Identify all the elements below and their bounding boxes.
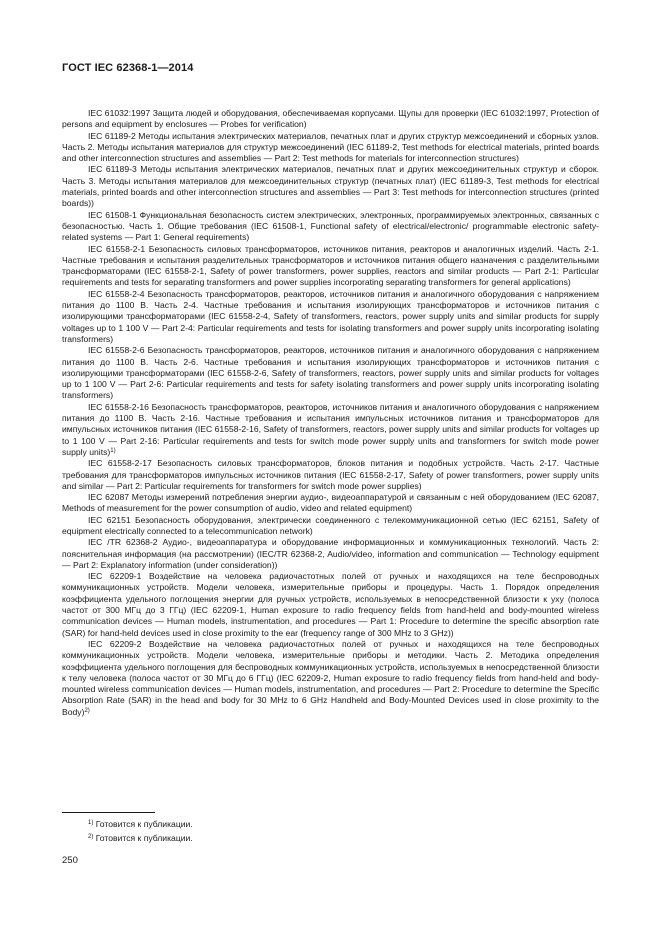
footnote-marker: 1) xyxy=(110,447,116,454)
footnote-mark: 1) xyxy=(88,820,94,826)
footnote-divider xyxy=(62,812,155,813)
reference-item: IEC 61032:1997 Защита людей и оборудования, обеспечиваемая корпусами. Щупы для проверки (IEC 61032:1997, Protection of persons and equipment by enclosures — Probes for verification) xyxy=(62,108,599,130)
reference-item: IEC 61558-2-4 Безопасность трансформаторов, реакторов, источников питания и аналогичного оборудования с напряжением питания до 1100 В. Часть 2-4. Частные требования и испытания изолирующих трансформаторов и источников питания с изолирующими трансформаторами (IEC 61558-2-4, Safety of transformers, reactors, power supply units and similar products for supply voltages up to 1 100 V — Part 2-4: Particular requirements and tests for isolating transformers and power supply units incorporating isolating transformers) xyxy=(62,288,599,344)
footnote-marker: 2) xyxy=(84,707,90,714)
reference-item: IEC 61189-3 Методы испытания электрических материалов, печатных плат и других межсоединительных структур и сборок. Часть 3. Методы испытания материалов для межсоединительных структур (печатных плат) (IEC 61189-3, Test methods for electrical materials, printed boards and other interconnection structures and assemblies — Part 3: Test methods for interconnection structures (printed boards)) xyxy=(62,164,599,209)
reference-item: IEC 62209-1 Воздействие на человека радиочастотных полей от ручных и находящихся на теле беспроводных коммуникационных устройств. Модели человека, измерительные приборы и процедуры. Часть 1. Порядок определения коэффициента удельного поглощения энергии для ручных устройств, используемых в непосредственной близости к уху (полоса частот от 300 МГц до 3 ГГц) (IEC 62209-1, Human exposure to radio frequency fields from hand-held and body-mounted wireless communication devices — Human models, instrumentation, and procedures — Part 1: Procedure to determine the specific absorption rate (SAR) for hand-held devices used in close proximity to the ear (frequency range of 300 MHz to 3 GHz)) xyxy=(62,571,599,638)
footnote-item: $^{1)}$ Готовится к публикации. xyxy=(88,819,193,829)
reference-item: IEC 62087 Методы измерений потребления энергии аудио-, видеоаппаратурой и связанным с ней оборудованием (IEC 62087, Methods of measurement for the power consumption of audio, video and related equipment) xyxy=(62,492,599,514)
reference-item: IEC 61558-2-6 Безопасность трансформаторов, реакторов, источников питания и аналогичного оборудования с напряжением питания до 1100 В. Часть 2-6. Частные требования и испытания изолирующих трансформаторов и источников питания с изолирующими трансформаторами (IEC 61558-2-6, Safety of transformers, reactors, power supply units and similar products for voltages up to 1 100 V — Part 2-6: Particular requirements and tests for safety isolating transformers and power supply units incorporating isolating transformers) xyxy=(62,345,599,401)
reference-item: IEC 62209-2 Воздействие на человека радиочастотных полей от ручных и находящихся на теле беспроводных коммуникационных устройств. Модели человека, измерительные приборы и методики. Часть 2. Методика определения коэффициента удельного поглощения для беспроводных коммуникационных устройств, используемых в непосредственной близости к телу человека (полоса частот от 30 МГц до 6 ГГц) (IEC 62209-2, Human exposure to radio frequency fields from hand-held and body-mounted wireless communication devices — Human models, instrumentation, and procedures — Part 2: Procedure to determine the Specific Absorption Rate (SAR) in the head and body for 30 MHz to 6 GHz Handheld and Body-Mounted Devices used in close proximity to the Body)$^{2)}$ xyxy=(62,638,599,717)
footnote-item: $^{2)}$ Готовится к публикации. xyxy=(88,833,193,843)
page-number: 250 xyxy=(62,855,78,866)
document-header: ГОСТ IEC 62368-1—2014 xyxy=(62,62,194,74)
reference-item: IEC 61558-2-1 Безопасность силовых трансформаторов, источников питания, реакторов и аналогичных изделий. Часть 2-1. Частные требования и испытания разделительных трансформаторов и источников питания общего назначения с разделительными трансформаторами (IEC 61558-2-1, Safety of power transformers, power supplies, reactors and similar products — Part 2-1: Particular requirements and tests for separating transformers and power supplies incorporating separating transformers for general applications) xyxy=(62,243,599,288)
reference-item: IEC 61508-1 Функциональная безопасность систем электрических, электронных, программируемых электронных, связанных с безопасностью. Часть 1. Общие требования (IEC 61508-1, Functional safety of electrical/electronic/ programmable electronic safety-related systems — Part 1: General requirements) xyxy=(62,209,599,243)
reference-item: IEC 62151 Безопасность оборудования, электрически соединенного с телекоммуникационной сетью (IEC 62151, Safety of equipment electrically connected to a telecommunication network) xyxy=(62,514,599,536)
references-list xyxy=(62,108,599,718)
reference-item: IEC 61558-2-17 Безопасность силовых трансформаторов, блоков питания и подобных устройств. Часть 2-17. Частные требования для трансформаторов импульсных источников питания (IEC 61558-2-17, Safety of power transformers, power supply units and similar — Part 2: Particular requirements for transformers for switch mode power supplies) xyxy=(62,458,599,491)
reference-item: IEC 61189-2 Методы испытания электрических материалов, печатных плат и других структур межсоединений и сборных узлов. Часть 2. Методы испытания материалов для структур межсоединений (IEC 61189-2, Test methods for electrical materials, printed boards and other interconnection structures and assemblies — Part 2: Test methods for materials for interconnection structures) xyxy=(62,130,599,164)
footnote-mark: 2) xyxy=(88,834,94,840)
reference-item: IEC 61558-2-16 Безопасность трансформаторов, реакторов, источников питания и аналогичного оборудования с напряжением питания до 1100 В. Часть 2-16. Частные требования и испытания импульсных источников питания и трансформаторов для импульсных источников питания (IEC 61558-2-16, Safety of transformers, reactors, power supply units and similar products for voltages up to 1 100 V — Part 2-16: Particular requirements and tests for switch mode power supply units and transformers for switch mode power supply units)$^{1)}$ xyxy=(62,401,599,457)
reference-item: IEC /TR 62368-2 Аудио-, видеоаппаратура и оборудование информационных и коммуникационных технологий. Часть 2: пояснительная информация (на рассмотрении) (IEC/TR 62368-2, Audio/video, information and communication — Technology equipment — Part 2: Explanatory information (under consideration)) xyxy=(62,537,599,570)
footnotes xyxy=(62,817,599,845)
